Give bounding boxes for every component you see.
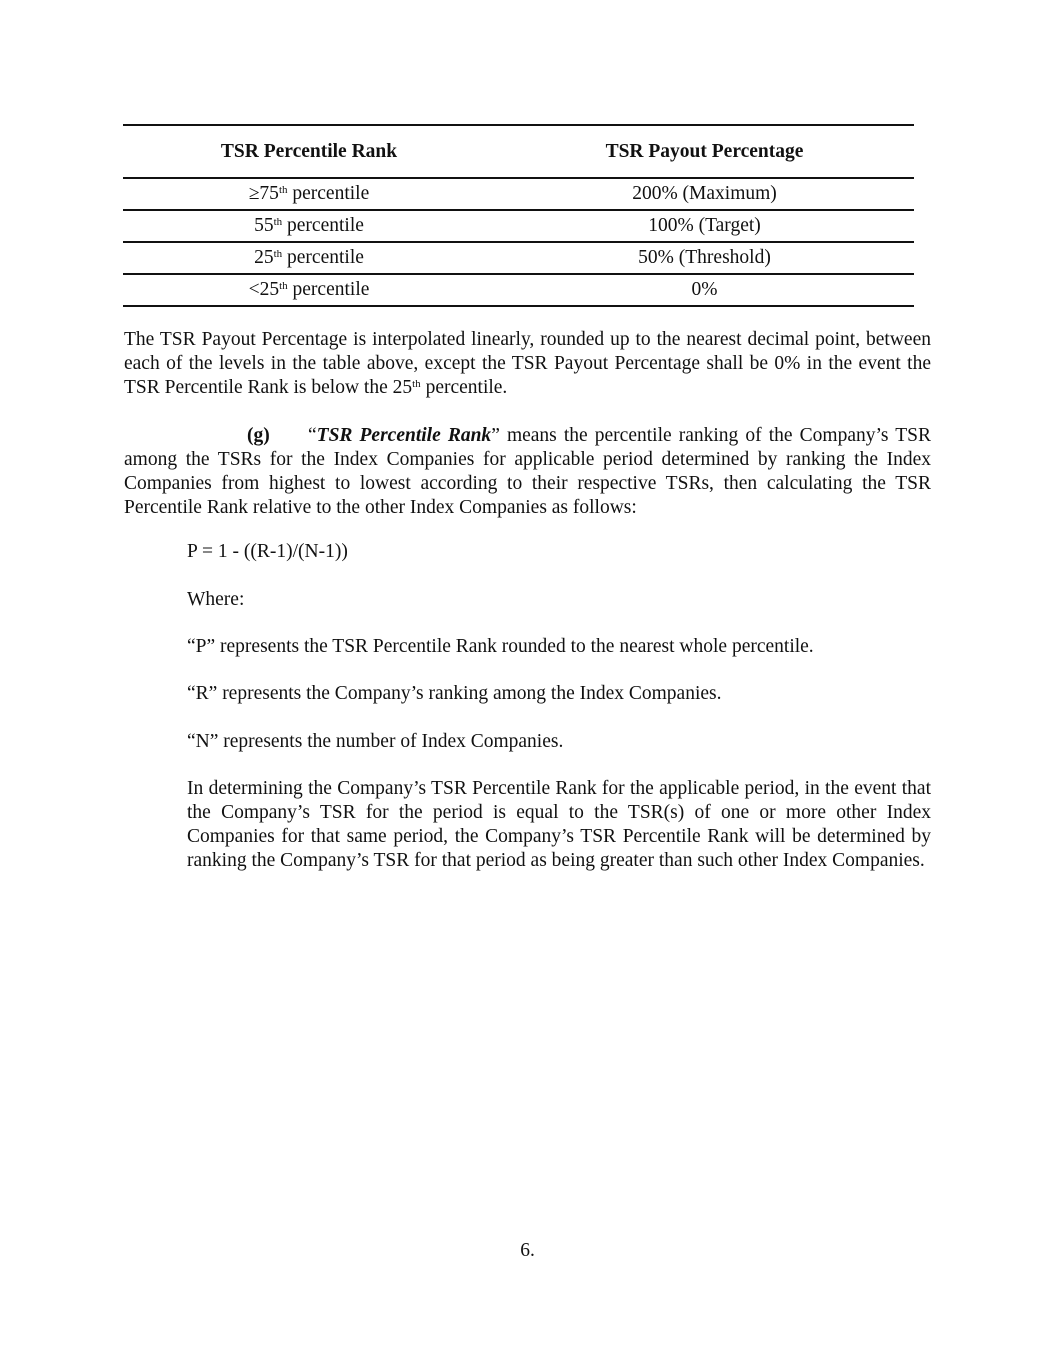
page-number: 6. [520, 1240, 535, 1261]
rank-cell: 25th percentile [254, 247, 364, 268]
payout-cell: 200% (Maximum) [632, 183, 777, 204]
table-row [123, 274, 914, 306]
rank-cell: 55th percentile [254, 215, 364, 236]
table-header-row [123, 125, 914, 178]
definition-p: “P” represents the TSR Percentile Rank rounded to the nearest whole percentile. [187, 636, 814, 657]
definition-paragraph: (g) “TSR Percentile Rank” means the percentile ranking of the Company’s TSR among the TSRs for the Index Companies for applicable period determined by ranking the Index Companies from highest to lowest according to their respective TSRs, then calculating the TSR Percentile Rank relative to the other Index Companies as follows: [124, 425, 931, 518]
payout-cell: 100% (Target) [648, 215, 761, 236]
formula: P = 1 - ((R-1)/(N-1)) [187, 541, 348, 562]
table-row [123, 210, 914, 242]
definition-n: “N” represents the number of Index Companies. [187, 731, 564, 752]
where-label: Where: [187, 589, 245, 610]
table-row [123, 242, 914, 274]
tie-breaker-paragraph: In determining the Company’s TSR Percentile Rank for the applicable period, in the event that the Company’s TSR for the period is equal to the TSR(s) of one or more other Index Companies for that same period, the Company’s TSR Percentile Rank will be determined by ranking the Company’s TSR for that period as being greater than such other Index Companies. [187, 778, 931, 871]
interpolation-paragraph: The TSR Payout Percentage is interpolated linearly, rounded up to the nearest decimal point, between each of the levels in the table above, except the TSR Payout Percentage shall be 0% in the event the TSR Percentile Rank is below the 25th percentile. [124, 329, 931, 398]
defined-term: TSR Percentile Rank [316, 425, 492, 446]
rank-cell: <25th percentile [248, 279, 370, 300]
table-row [123, 178, 914, 210]
section-number: (g) [247, 425, 270, 446]
definition-r: “R” represents the Company’s ranking among the Index Companies. [187, 683, 722, 704]
header-payout-percentage: TSR Payout Percentage [605, 140, 804, 162]
rank-cell: ≥75th percentile [248, 183, 370, 204]
payout-cell: 50% (Threshold) [638, 247, 771, 268]
payout-table [123, 124, 914, 307]
payout-cell: 0% [691, 279, 718, 300]
header-percentile-rank: TSR Percentile Rank [220, 140, 398, 162]
